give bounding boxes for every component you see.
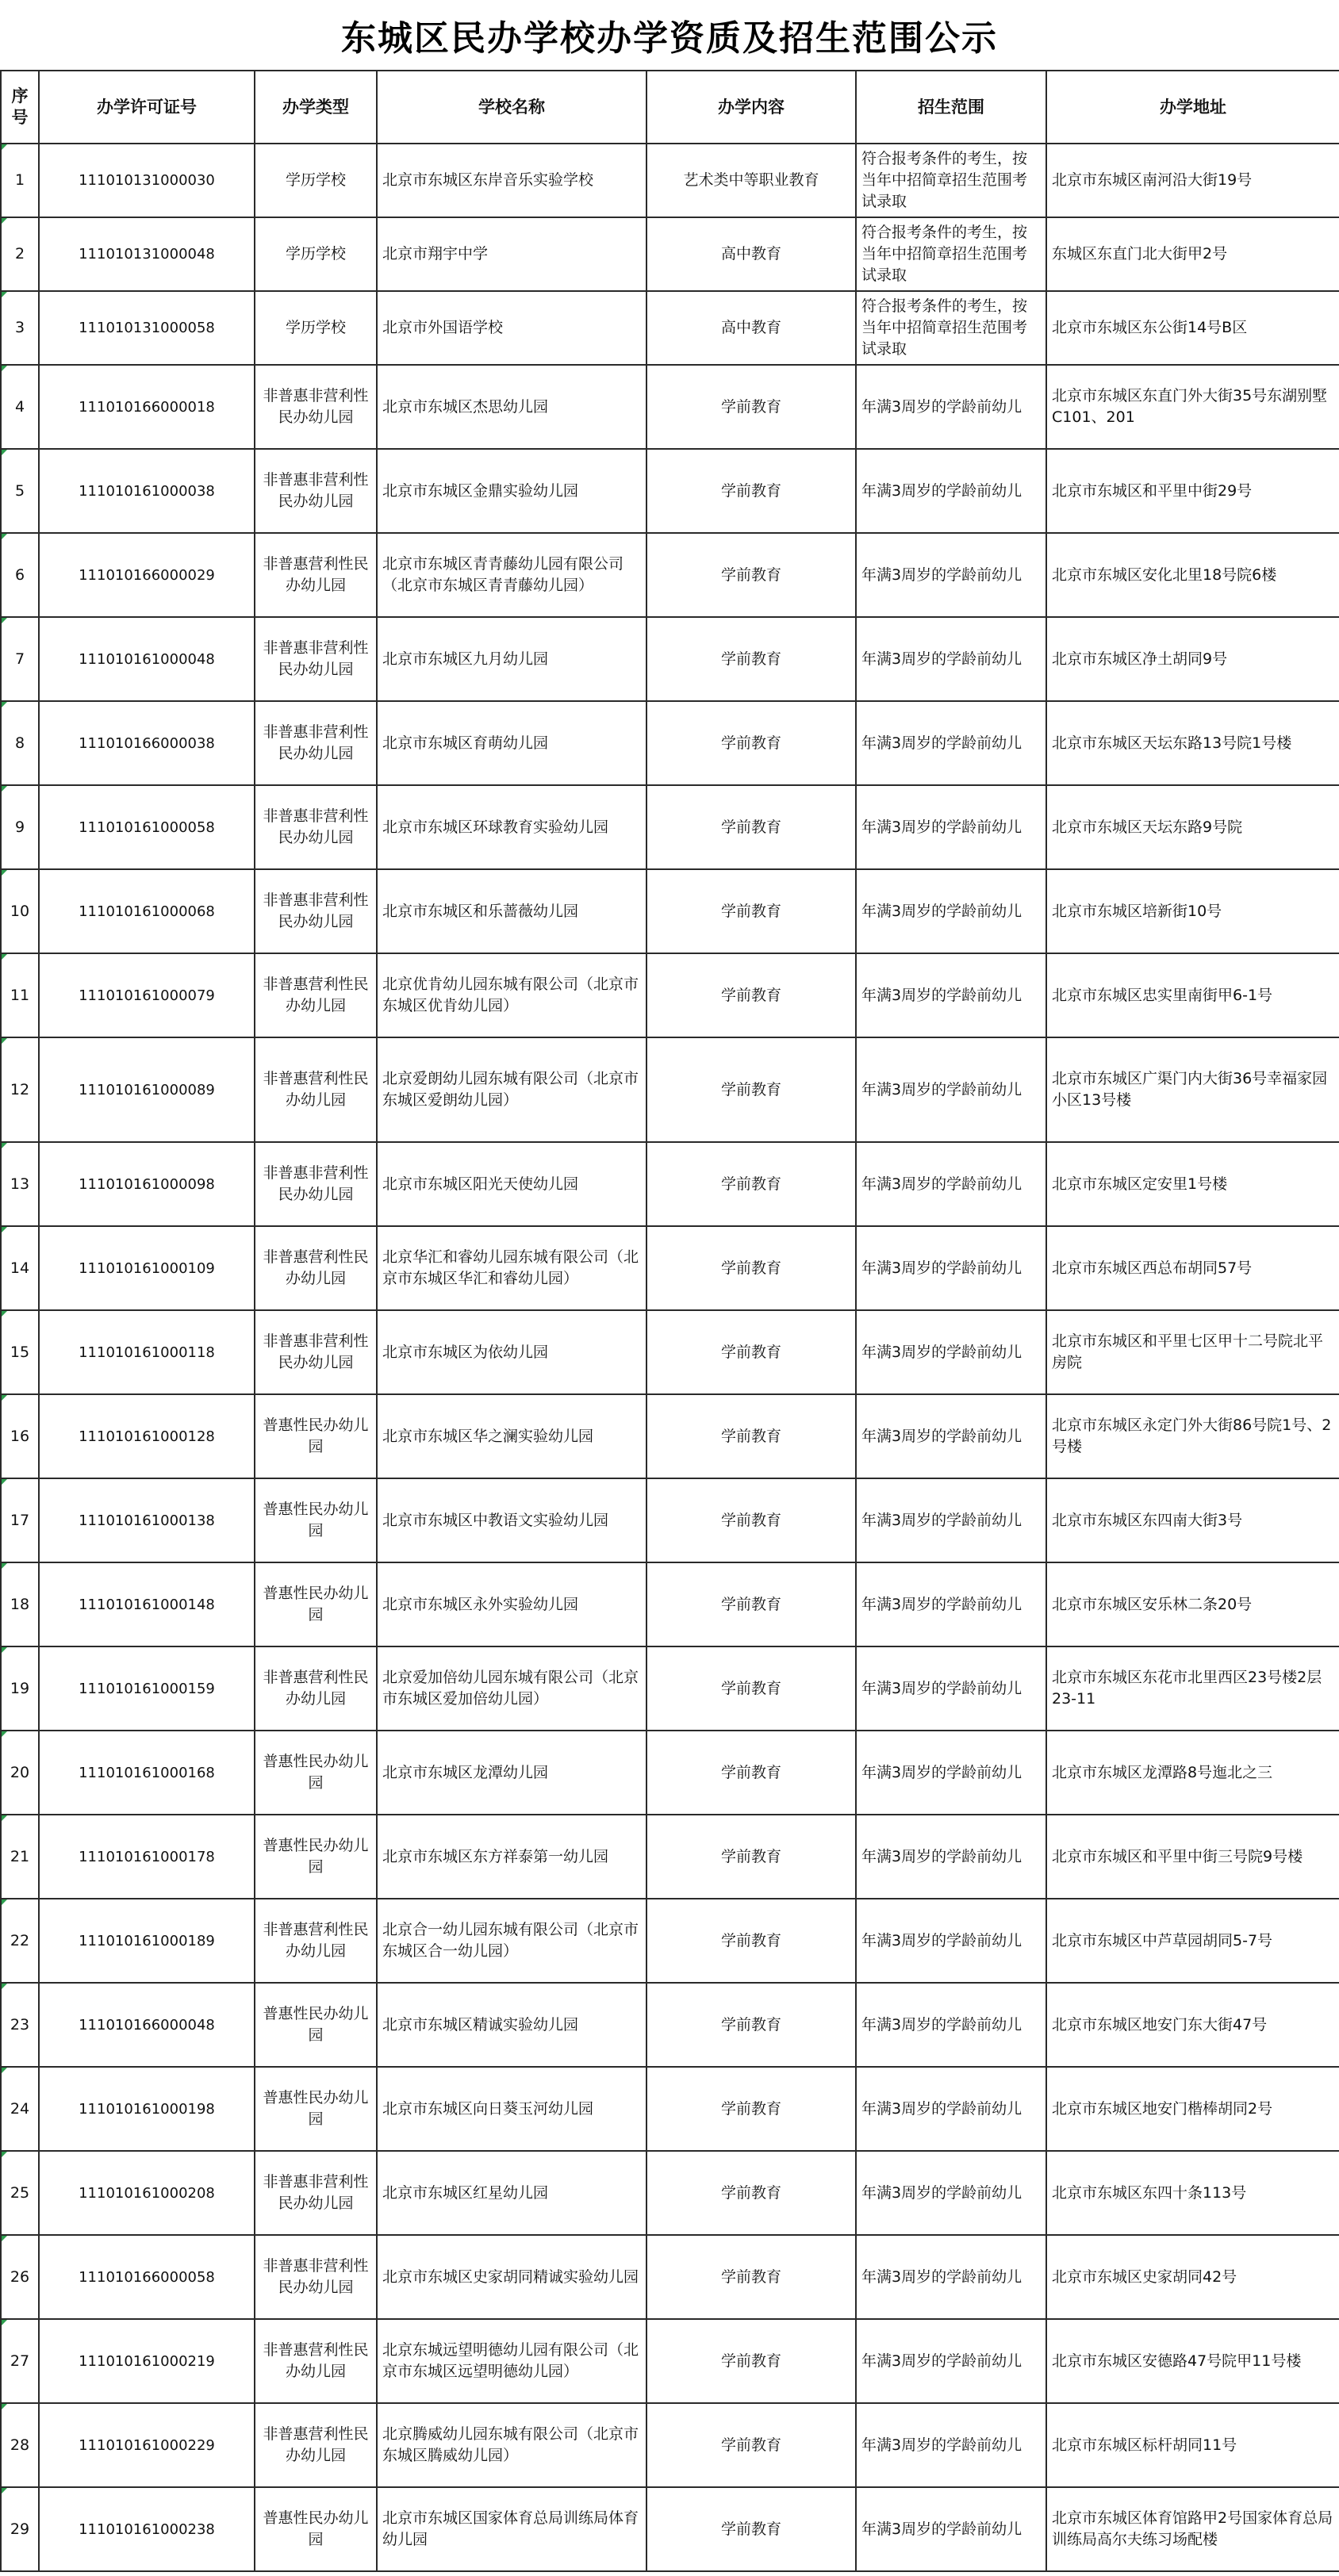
enrollment-scope: 年满3周岁的学龄前幼儿 <box>856 1815 1046 1899</box>
row-number: 25 <box>1 2151 39 2235</box>
row-number: 21 <box>1 1815 39 1899</box>
education-content: 学前教育 <box>646 1478 856 1562</box>
education-content: 学前教育 <box>646 2403 856 2487</box>
license-number: 111010161000208 <box>39 2151 255 2235</box>
school-name: 北京市东城区国家体育总局训练局体育幼儿园 <box>377 2487 646 2571</box>
license-number: 111010161000118 <box>39 1310 255 1394</box>
education-content: 学前教育 <box>646 1983 856 2067</box>
row-number: 17 <box>1 1478 39 1562</box>
education-content: 学前教育 <box>646 1646 856 1731</box>
school-type: 非普惠非营利性 民办幼儿园 <box>255 449 377 533</box>
school-type: 非普惠非营利性 民办幼儿园 <box>255 869 377 953</box>
license-number: 111010161000048 <box>39 617 255 701</box>
school-type: 非普惠营利性民办幼儿园 <box>255 1899 377 1983</box>
table-row <box>1 217 1339 291</box>
license-number: 111010161000178 <box>39 1815 255 1899</box>
school-name: 北京市东城区杰思幼儿园 <box>377 365 646 449</box>
license-number: 111010161000198 <box>39 2067 255 2151</box>
school-address: 北京市东城区东花市北里西区23号楼2层23-11 <box>1046 1646 1339 1731</box>
row-number: 11 <box>1 953 39 1037</box>
table-row <box>1 869 1339 953</box>
license-number: 111010161000058 <box>39 785 255 869</box>
row-number: 15 <box>1 1310 39 1394</box>
table-row <box>1 2151 1339 2235</box>
school-address: 北京市东城区南河沿大街19号 <box>1046 144 1339 217</box>
table-row <box>1 1983 1339 2067</box>
school-type: 非普惠营利性民办幼儿园 <box>255 1037 377 1142</box>
row-number: 7 <box>1 617 39 701</box>
license-number: 111010161000089 <box>39 1037 255 1142</box>
school-name: 北京市东城区育萌幼儿园 <box>377 701 646 785</box>
table-row <box>1 1478 1339 1562</box>
license-number: 111010161000128 <box>39 1394 255 1478</box>
education-content: 高中教育 <box>646 217 856 291</box>
header-cell: 招生范围 <box>856 71 1046 144</box>
row-number: 23 <box>1 1983 39 2067</box>
license-number: 111010166000018 <box>39 365 255 449</box>
school-type: 普惠性民办幼儿园 <box>255 1478 377 1562</box>
school-table <box>0 70 1339 2572</box>
school-type: 普惠性民办幼儿园 <box>255 1562 377 1646</box>
school-address: 北京市东城区地安门楷棒胡同2号 <box>1046 2067 1339 2151</box>
school-address: 北京市东城区忠实里南街甲6-1号 <box>1046 953 1339 1037</box>
enrollment-scope: 年满3周岁的学龄前幼儿 <box>856 1899 1046 1983</box>
license-number: 111010166000058 <box>39 2235 255 2319</box>
license-number: 111010161000098 <box>39 1142 255 1226</box>
row-number: 26 <box>1 2235 39 2319</box>
license-number: 111010161000168 <box>39 1731 255 1815</box>
school-address: 北京市东城区和平里七区甲十二号院北平房院 <box>1046 1310 1339 1394</box>
enrollment-scope: 符合报考条件的考生，按当年中招简章招生范围考试录取 <box>856 291 1046 365</box>
table-row <box>1 953 1339 1037</box>
school-address: 北京市东城区龙潭路8号迤北之三 <box>1046 1731 1339 1815</box>
school-address: 北京市东城区定安里1号楼 <box>1046 1142 1339 1226</box>
table-row <box>1 2403 1339 2487</box>
enrollment-scope: 年满3周岁的学龄前幼儿 <box>856 2487 1046 2571</box>
license-number: 111010131000058 <box>39 291 255 365</box>
school-type: 非普惠非营利性 民办幼儿园 <box>255 701 377 785</box>
school-address: 北京市东城区西总布胡同57号 <box>1046 1226 1339 1310</box>
enrollment-scope: 符合报考条件的考生，按当年中招简章招生范围考试录取 <box>856 217 1046 291</box>
enrollment-scope: 年满3周岁的学龄前幼儿 <box>856 1562 1046 1646</box>
school-address: 北京市东城区东公街14号B区 <box>1046 291 1339 365</box>
school-type: 非普惠营利性民办幼儿园 <box>255 953 377 1037</box>
license-number: 111010166000048 <box>39 1983 255 2067</box>
school-name: 北京市外国语学校 <box>377 291 646 365</box>
school-name: 北京市东城区向日葵玉河幼儿园 <box>377 2067 646 2151</box>
education-content: 学前教育 <box>646 1037 856 1142</box>
school-address: 北京市东城区标杆胡同11号 <box>1046 2403 1339 2487</box>
header-cell: 办学许可证号 <box>39 71 255 144</box>
education-content: 学前教育 <box>646 2235 856 2319</box>
enrollment-scope: 年满3周岁的学龄前幼儿 <box>856 1983 1046 2067</box>
school-name: 北京市东城区东方祥泰第一幼儿园 <box>377 1815 646 1899</box>
school-address: 北京市东城区和平里中街三号院9号楼 <box>1046 1815 1339 1899</box>
school-address: 北京市东城区地安门东大街47号 <box>1046 1983 1339 2067</box>
school-type: 普惠性民办幼儿园 <box>255 2487 377 2571</box>
license-number: 111010161000138 <box>39 1478 255 1562</box>
school-name: 北京市东城区阳光天使幼儿园 <box>377 1142 646 1226</box>
row-number: 16 <box>1 1394 39 1478</box>
school-name: 北京市东城区精诚实验幼儿园 <box>377 1983 646 2067</box>
school-address: 北京市东城区和平里中街29号 <box>1046 449 1339 533</box>
row-number: 6 <box>1 533 39 617</box>
school-name: 北京市东城区史家胡同精诚实验幼儿园 <box>377 2235 646 2319</box>
row-number: 29 <box>1 2487 39 2571</box>
table-row <box>1 533 1339 617</box>
enrollment-scope: 年满3周岁的学龄前幼儿 <box>856 617 1046 701</box>
header-cell: 学校名称 <box>377 71 646 144</box>
row-number: 5 <box>1 449 39 533</box>
table-row <box>1 2319 1339 2403</box>
education-content: 学前教育 <box>646 953 856 1037</box>
license-number: 111010161000219 <box>39 2319 255 2403</box>
education-content: 学前教育 <box>646 365 856 449</box>
enrollment-scope: 年满3周岁的学龄前幼儿 <box>856 785 1046 869</box>
education-content: 学前教育 <box>646 1310 856 1394</box>
license-number: 111010161000238 <box>39 2487 255 2571</box>
school-name: 北京市东城区和乐蔷薇幼儿园 <box>377 869 646 953</box>
license-number: 111010161000229 <box>39 2403 255 2487</box>
license-number: 111010166000029 <box>39 533 255 617</box>
education-content: 学前教育 <box>646 1142 856 1226</box>
enrollment-scope: 年满3周岁的学龄前幼儿 <box>856 1731 1046 1815</box>
table-row <box>1 1394 1339 1478</box>
row-number: 9 <box>1 785 39 869</box>
school-type: 普惠性民办幼儿园 <box>255 1983 377 2067</box>
enrollment-scope: 年满3周岁的学龄前幼儿 <box>856 2403 1046 2487</box>
table-row <box>1 291 1339 365</box>
school-name: 北京市东城区永外实验幼儿园 <box>377 1562 646 1646</box>
education-content: 学前教育 <box>646 449 856 533</box>
row-number: 12 <box>1 1037 39 1142</box>
row-number: 27 <box>1 2319 39 2403</box>
school-name: 北京东城远望明德幼儿园有限公司（北京市东城区远望明德幼儿园） <box>377 2319 646 2403</box>
table-row <box>1 617 1339 701</box>
school-type: 普惠性民办幼儿园 <box>255 2067 377 2151</box>
enrollment-scope: 年满3周岁的学龄前幼儿 <box>856 2067 1046 2151</box>
school-type: 非普惠营利性民办幼儿园 <box>255 1226 377 1310</box>
enrollment-scope: 年满3周岁的学龄前幼儿 <box>856 1037 1046 1142</box>
table-row <box>1 1310 1339 1394</box>
enrollment-scope: 年满3周岁的学龄前幼儿 <box>856 1310 1046 1394</box>
school-type: 非普惠非营利性 民办幼儿园 <box>255 617 377 701</box>
row-number: 2 <box>1 217 39 291</box>
license-number: 111010166000038 <box>39 701 255 785</box>
school-type: 非普惠非营利性 民办幼儿园 <box>255 2235 377 2319</box>
education-content: 学前教育 <box>646 2487 856 2571</box>
row-number: 8 <box>1 701 39 785</box>
table-row <box>1 1037 1339 1142</box>
school-address: 北京市东城区广渠门内大街36号幸福家园小区13号楼 <box>1046 1037 1339 1142</box>
school-name: 北京市东城区九月幼儿园 <box>377 617 646 701</box>
license-number: 111010161000189 <box>39 1899 255 1983</box>
header-cell: 序号 <box>1 71 39 144</box>
school-address: 北京市东城区天坛东路13号院1号楼 <box>1046 701 1339 785</box>
education-content: 学前教育 <box>646 2151 856 2235</box>
education-content: 学前教育 <box>646 2067 856 2151</box>
table-row <box>1 2067 1339 2151</box>
row-number: 24 <box>1 2067 39 2151</box>
school-type: 非普惠非营利性 民办幼儿园 <box>255 1142 377 1226</box>
table-row <box>1 701 1339 785</box>
table-row <box>1 144 1339 217</box>
education-content: 学前教育 <box>646 2319 856 2403</box>
table-row <box>1 1562 1339 1646</box>
enrollment-scope: 年满3周岁的学龄前幼儿 <box>856 365 1046 449</box>
enrollment-scope: 年满3周岁的学龄前幼儿 <box>856 1142 1046 1226</box>
education-content: 学前教育 <box>646 701 856 785</box>
school-name: 北京华汇和睿幼儿园东城有限公司（北京市东城区华汇和睿幼儿园） <box>377 1226 646 1310</box>
education-content: 学前教育 <box>646 1226 856 1310</box>
school-name: 北京市东城区龙潭幼儿园 <box>377 1731 646 1815</box>
row-number: 10 <box>1 869 39 953</box>
school-name: 北京市东城区中教语文实验幼儿园 <box>377 1478 646 1562</box>
school-address: 北京市东城区中芦草园胡同5-7号 <box>1046 1899 1339 1983</box>
school-type: 非普惠营利性民办幼儿园 <box>255 2319 377 2403</box>
page-title: 东城区民办学校办学资质及招生范围公示 <box>341 18 998 59</box>
school-type: 普惠性民办幼儿园 <box>255 1815 377 1899</box>
table-row <box>1 1899 1339 1983</box>
table-row <box>1 2235 1339 2319</box>
school-name: 北京市东城区红星幼儿园 <box>377 2151 646 2235</box>
school-type: 非普惠非营利性 民办幼儿园 <box>255 2151 377 2235</box>
school-name: 北京爱加倍幼儿园东城有限公司（北京市东城区爱加倍幼儿园） <box>377 1646 646 1731</box>
row-number: 28 <box>1 2403 39 2487</box>
enrollment-scope: 年满3周岁的学龄前幼儿 <box>856 869 1046 953</box>
school-address: 北京市东城区东四南大街3号 <box>1046 1478 1339 1562</box>
school-address: 北京市东城区安化北里18号院6楼 <box>1046 533 1339 617</box>
enrollment-scope: 年满3周岁的学龄前幼儿 <box>856 1226 1046 1310</box>
row-number: 19 <box>1 1646 39 1731</box>
header-cell: 办学内容 <box>646 71 856 144</box>
enrollment-scope: 年满3周岁的学龄前幼儿 <box>856 449 1046 533</box>
school-name: 北京市翔宇中学 <box>377 217 646 291</box>
license-number: 111010161000148 <box>39 1562 255 1646</box>
education-content: 学前教育 <box>646 785 856 869</box>
license-number: 111010161000068 <box>39 869 255 953</box>
enrollment-scope: 年满3周岁的学龄前幼儿 <box>856 1478 1046 1562</box>
enrollment-scope: 年满3周岁的学龄前幼儿 <box>856 2235 1046 2319</box>
table-row <box>1 785 1339 869</box>
education-content: 艺术类中等职业教育 <box>646 144 856 217</box>
school-name: 北京爱朗幼儿园东城有限公司（北京市东城区爱朗幼儿园） <box>377 1037 646 1142</box>
row-number: 20 <box>1 1731 39 1815</box>
school-type: 普惠性民办幼儿园 <box>255 1394 377 1478</box>
school-type: 学历学校 <box>255 291 377 365</box>
school-address: 北京市东城区净土胡同9号 <box>1046 617 1339 701</box>
education-content: 学前教育 <box>646 617 856 701</box>
education-content: 学前教育 <box>646 1899 856 1983</box>
row-number: 14 <box>1 1226 39 1310</box>
table-row <box>1 1646 1339 1731</box>
school-name: 北京市东城区为依幼儿园 <box>377 1310 646 1394</box>
education-content: 学前教育 <box>646 1562 856 1646</box>
table-row <box>1 1142 1339 1226</box>
license-number: 111010161000109 <box>39 1226 255 1310</box>
school-name: 北京市东城区东岸音乐实验学校 <box>377 144 646 217</box>
row-number: 1 <box>1 144 39 217</box>
enrollment-scope: 符合报考条件的考生，按当年中招简章招生范围考试录取 <box>856 144 1046 217</box>
license-number: 111010131000030 <box>39 144 255 217</box>
school-type: 学历学校 <box>255 144 377 217</box>
school-type: 非普惠非营利性 民办幼儿园 <box>255 785 377 869</box>
enrollment-scope: 年满3周岁的学龄前幼儿 <box>856 533 1046 617</box>
school-name: 北京腾威幼儿园东城有限公司（北京市东城区腾威幼儿园） <box>377 2403 646 2487</box>
school-address: 北京市东城区体育馆路甲2号国家体育总局训练局高尔夫练习场配楼 <box>1046 2487 1339 2571</box>
enrollment-scope: 年满3周岁的学龄前幼儿 <box>856 2151 1046 2235</box>
table-row <box>1 2487 1339 2571</box>
school-type: 普惠性民办幼儿园 <box>255 1731 377 1815</box>
enrollment-scope: 年满3周岁的学龄前幼儿 <box>856 953 1046 1037</box>
education-content: 学前教育 <box>646 1731 856 1815</box>
table-row <box>1 449 1339 533</box>
school-address: 北京市东城区史家胡同42号 <box>1046 2235 1339 2319</box>
school-type: 学历学校 <box>255 217 377 291</box>
education-content: 学前教育 <box>646 869 856 953</box>
school-name: 北京市东城区青青藤幼儿园有限公司（北京市东城区青青藤幼儿园） <box>377 533 646 617</box>
school-address: 北京市东城区天坛东路9号院 <box>1046 785 1339 869</box>
school-type: 非普惠营利性民办幼儿园 <box>255 1646 377 1731</box>
enrollment-scope: 年满3周岁的学龄前幼儿 <box>856 1394 1046 1478</box>
header-cell: 办学类型 <box>255 71 377 144</box>
school-address: 北京市东城区安德路47号院甲11号楼 <box>1046 2319 1339 2403</box>
school-type: 非普惠营利性民办幼儿园 <box>255 533 377 617</box>
school-type: 非普惠营利性民办幼儿园 <box>255 2403 377 2487</box>
license-number: 111010161000079 <box>39 953 255 1037</box>
school-address: 北京市东城区东四十条113号 <box>1046 2151 1339 2235</box>
row-number: 18 <box>1 1562 39 1646</box>
table-row <box>1 365 1339 449</box>
education-content: 学前教育 <box>646 1815 856 1899</box>
license-number: 111010161000038 <box>39 449 255 533</box>
school-address: 东城区东直门北大街甲2号 <box>1046 217 1339 291</box>
row-number: 22 <box>1 1899 39 1983</box>
license-number: 111010131000048 <box>39 217 255 291</box>
school-name: 北京优肯幼儿园东城有限公司（北京市东城区优肯幼儿园） <box>377 953 646 1037</box>
table-row <box>1 1815 1339 1899</box>
row-number: 3 <box>1 291 39 365</box>
enrollment-scope: 年满3周岁的学龄前幼儿 <box>856 701 1046 785</box>
school-address: 北京市东城区培新街10号 <box>1046 869 1339 953</box>
school-name: 北京市东城区金鼎实验幼儿园 <box>377 449 646 533</box>
school-address: 北京市东城区永定门外大街86号院1号、2号楼 <box>1046 1394 1339 1478</box>
table-header-row <box>1 71 1339 144</box>
education-content: 高中教育 <box>646 291 856 365</box>
row-number: 4 <box>1 365 39 449</box>
enrollment-scope: 年满3周岁的学龄前幼儿 <box>856 1646 1046 1731</box>
school-type: 非普惠非营利性 民办幼儿园 <box>255 1310 377 1394</box>
school-address: 北京市东城区东直门外大街35号东湖别墅C101、201 <box>1046 365 1339 449</box>
school-name: 北京市东城区华之澜实验幼儿园 <box>377 1394 646 1478</box>
enrollment-scope: 年满3周岁的学龄前幼儿 <box>856 2319 1046 2403</box>
table-row <box>1 1731 1339 1815</box>
row-number: 13 <box>1 1142 39 1226</box>
table-row <box>1 1226 1339 1310</box>
school-name: 北京合一幼儿园东城有限公司（北京市东城区合一幼儿园） <box>377 1899 646 1983</box>
school-name: 北京市东城区环球教育实验幼儿园 <box>377 785 646 869</box>
education-content: 学前教育 <box>646 1394 856 1478</box>
education-content: 学前教育 <box>646 533 856 617</box>
school-type: 非普惠非营利性 民办幼儿园 <box>255 365 377 449</box>
header-cell: 办学地址 <box>1046 71 1339 144</box>
license-number: 111010161000159 <box>39 1646 255 1731</box>
school-address: 北京市东城区安乐林二条20号 <box>1046 1562 1339 1646</box>
